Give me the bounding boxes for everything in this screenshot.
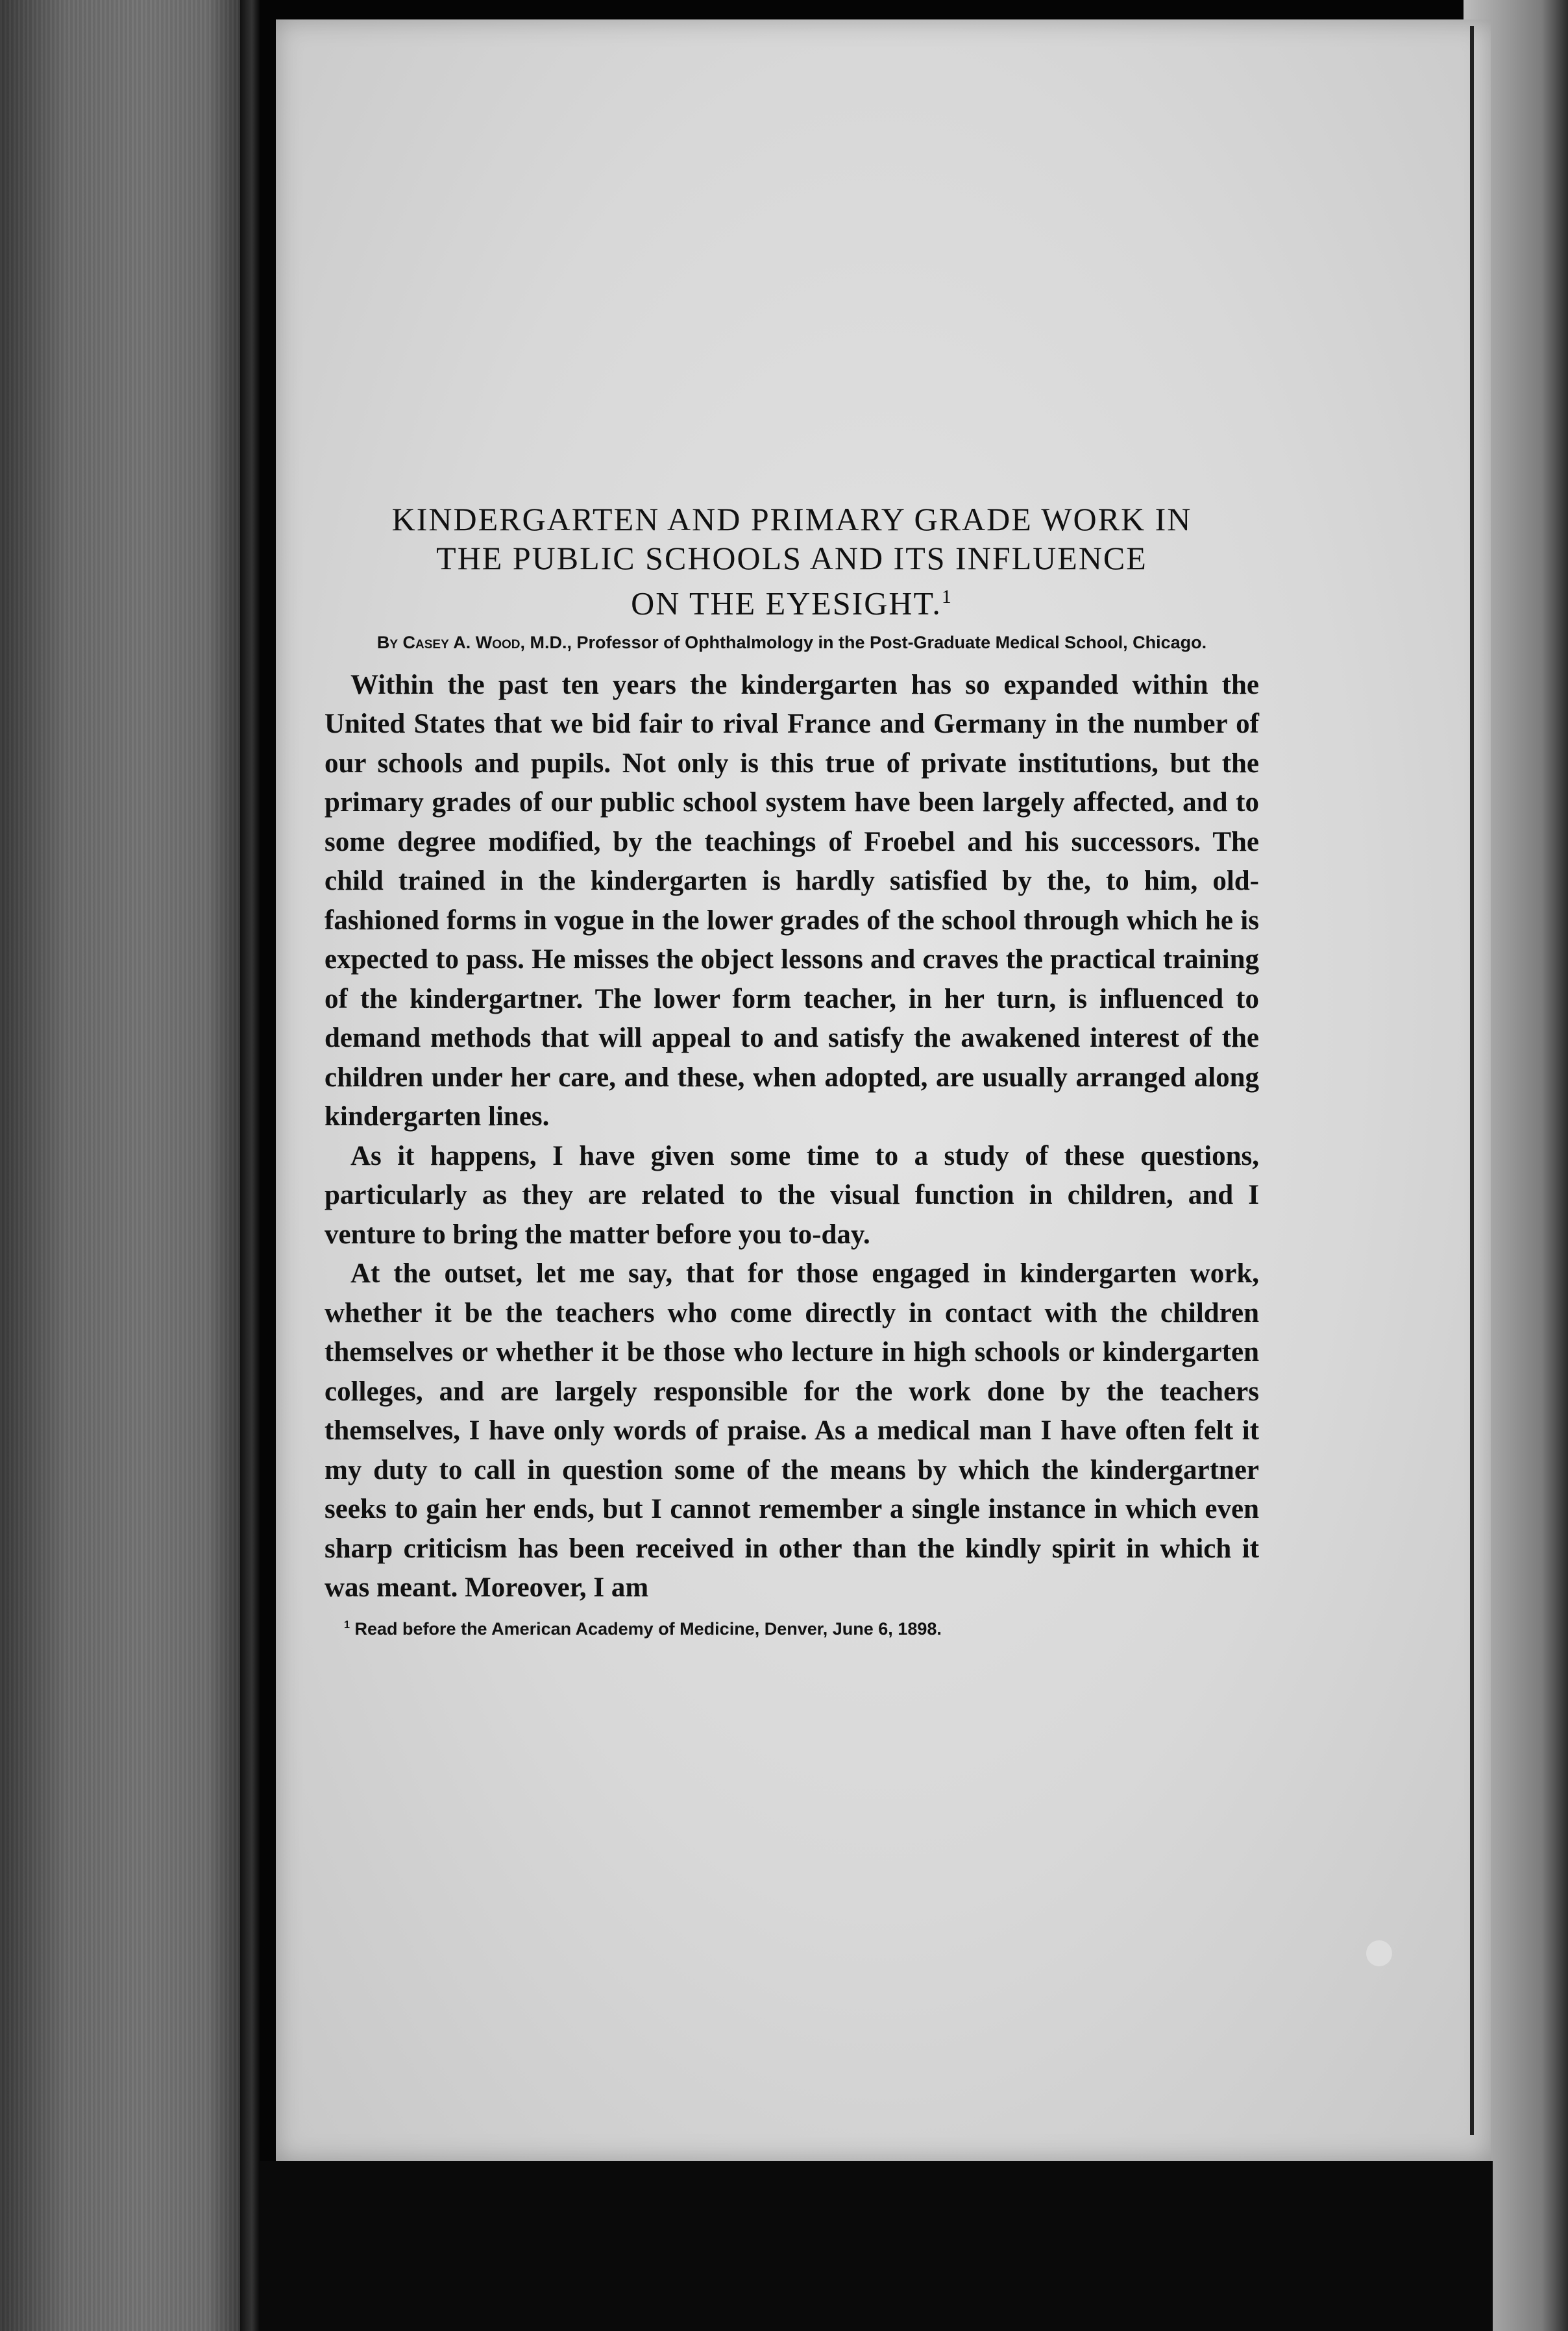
title-line-2: THE PUBLIC SCHOOLS AND ITS INFLUENCE xyxy=(436,540,1147,576)
title-footnote-mark: 1 xyxy=(941,586,953,607)
paragraph-2: As it happens, I have given some time to a study of these questions, particularly as they are related to the visual function in children, and I venture to bring the matter before you to-day. xyxy=(325,1140,1259,1250)
paragraph-3: At the outset, let me say, that for those engaged in kindergarten work, whether it be the teachers who come directly in contact with the children themselves or whether it be those who lecture in high schools or kindergarten colleges, and are largely responsible for the work done by the teachers themselves, I have only words of praise. As a medical man I have often felt it my duty to call in question some of the means by which the kindergartner seeks to gain her ends, but I cannot remember a single instance in which even sharp criticism has been received in other than the kindly spirit in which it was meant. Moreover, I am xyxy=(325,1258,1259,1604)
author-byline xyxy=(325,631,1259,654)
footnote-text: Read before the American Academy of Medicine, Denver, June 6, 1898. xyxy=(354,1618,942,1639)
title-line-1: KINDERGARTEN AND PRIMARY GRADE WORK IN xyxy=(391,501,1192,537)
book-cover-left xyxy=(0,0,260,2331)
scan-bottom-border xyxy=(260,2161,1493,2331)
footnote-mark: 1 xyxy=(344,1618,350,1631)
page-edge-line xyxy=(1470,26,1474,2135)
footnote xyxy=(344,1612,1259,1642)
title-line-3: ON THE EYESIGHT. xyxy=(631,585,942,622)
paper-speck xyxy=(1366,1940,1392,1966)
article-title xyxy=(325,500,1259,623)
paragraph-1: Within the past ten years the kindergarten has so expanded within the United States that we bid fair to rival France and Germany in the number of our schools and pupils. Not only is this true of private institutions, but the primary grades of our public school system have been largely affected, and to some degree modified, by the teachings of Froebel and his successors. The child trained in the kindergarten is hardly satisfied by the, to him, old-fashioned forms in vogue in the lower grades of the school through which he is expected to pass. He misses the object lessons and craves the practical training of the kindergartner. The lower form teacher, in her turn, is influenced to demand methods that will appeal to and satisfy the awakened interest of the children under her care, and these, when adopted, are usually arranged along kindergarten lines. xyxy=(325,669,1259,1132)
article-body xyxy=(325,500,1259,1642)
byline-author: By Casey A. Wood, M.D., xyxy=(376,632,572,652)
book-spine-edge xyxy=(240,0,260,2331)
byline-affiliation: Professor of Ophthalmology in the Post-Graduate Medical School, Chicago. xyxy=(576,632,1207,652)
